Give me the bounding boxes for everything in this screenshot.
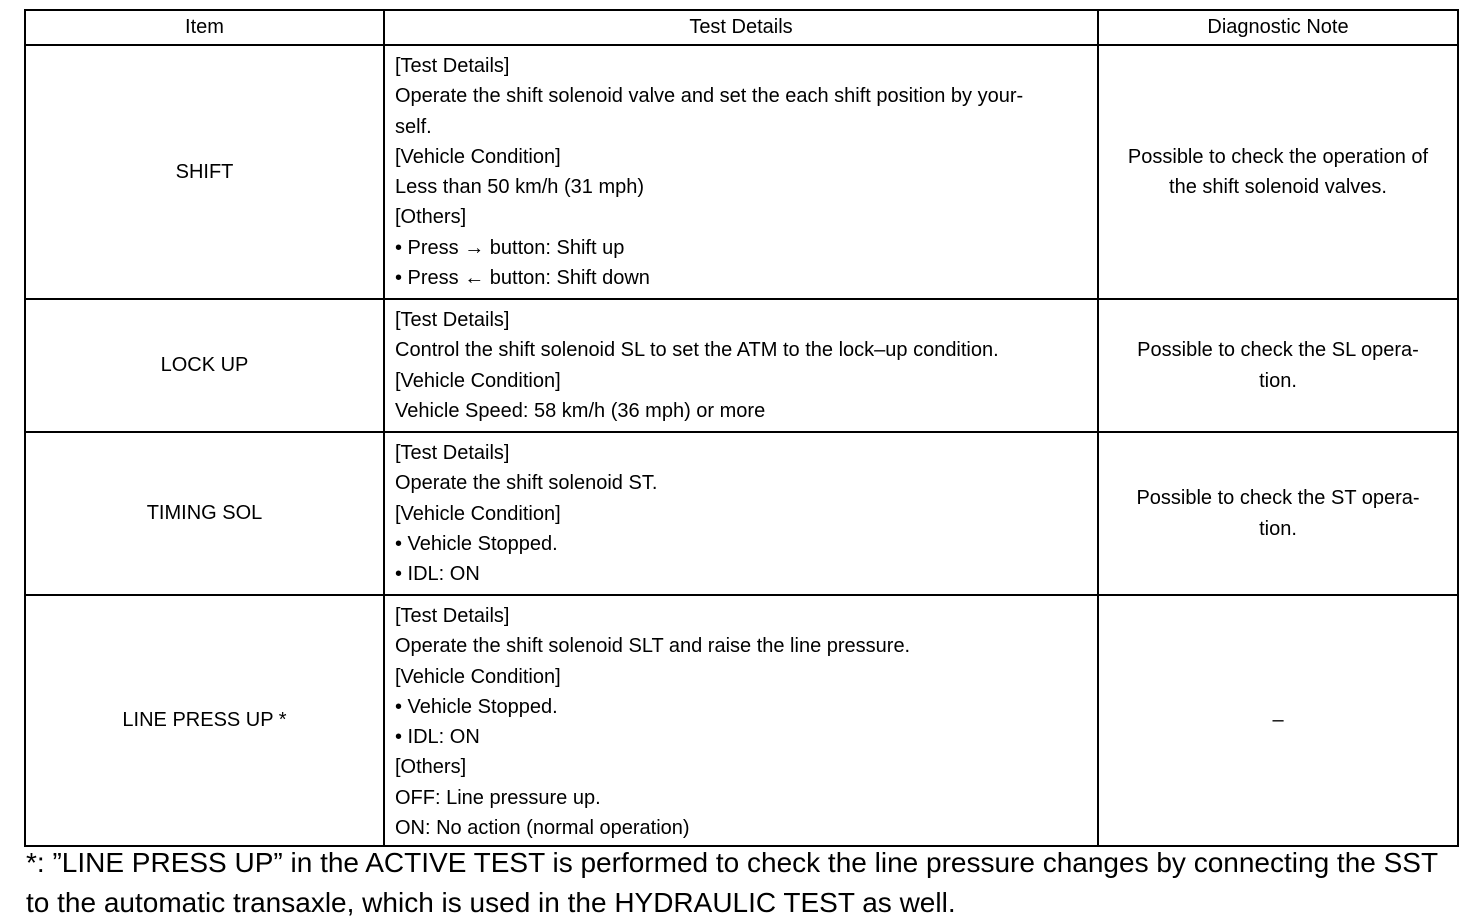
note-line: tion. [1259,369,1297,392]
details-line: • Vehicle Stopped. [395,532,558,555]
details-line: [Test Details] [395,309,510,331]
table-row [25,45,1458,299]
note-line: Possible to check the SL opera- [1137,339,1419,362]
details-line: • IDL: ON [395,563,480,586]
column-header-diagnostic-note: Diagnostic Note [1098,10,1458,45]
note-line: Possible to check the operation of [1127,145,1429,168]
details-line: Operate the shift solenoid ST. [395,472,658,495]
footnote: *: ”LINE PRESS UP” in the ACTIVE TEST is performed to check the line pressure changes by connecting the SST to the automatic transaxle, which is used in the HYDRAULIC TEST as well. [26,847,1438,918]
note-line: the shift solenoid valves. [1169,176,1387,198]
row-test-details [384,595,1098,846]
details-line: OFF: Line pressure up. [395,786,601,809]
table-header-row [25,10,1458,45]
details-line: [Vehicle Condition] [395,502,561,525]
table-row [25,432,1458,595]
row-test-details [384,299,1098,432]
details-line: [Test Details] [395,605,510,627]
row-diagnostic-note [1098,595,1458,846]
note-line: tion. [1259,517,1297,540]
note-line: Possible to check the ST opera- [1136,487,1420,510]
details-line: [Test Details] [395,55,510,77]
row-diagnostic-note [1098,45,1458,299]
row-diagnostic-note [1098,299,1458,432]
row-item-shift: SHIFT [25,45,384,299]
details-line: Operate the shift solenoid valve and set the each shift position by your- [395,85,1024,108]
details-line: [Vehicle Condition] [395,665,561,688]
details-line: Operate the shift solenoid SLT and raise the line pressure. [395,635,911,658]
details-line: • Vehicle Stopped. [395,695,558,718]
row-test-details [384,45,1098,299]
details-line: • IDL: ON [395,726,480,749]
details-line: Vehicle Speed: 58 km/h (36 mph) or more [395,399,766,422]
details-line: Less than 50 km/h (31 mph) [395,176,645,199]
details-line: Control the shift solenoid SL to set the ATM to the lock–up condition. [395,339,999,362]
note-line: – [1272,709,1284,732]
details-line: [Test Details] [395,442,510,464]
details-line: • Press → button: Shift up [395,236,625,259]
details-line: self. [395,115,432,138]
row-diagnostic-note [1098,432,1458,595]
row-item-timing-sol: TIMING SOL [25,432,384,595]
column-header-test-details: Test Details [384,10,1098,45]
table-row [25,595,1458,846]
details-line: • Press ← button: Shift down [395,267,650,290]
details-line: [Others] [395,206,467,229]
details-line: [Vehicle Condition] [395,369,561,392]
row-test-details [384,432,1098,595]
row-item-lock-up: LOCK UP [25,299,384,432]
table-row [25,299,1458,432]
row-item-line-press-up: LINE PRESS UP * [25,595,384,846]
details-line: ON: No action (normal operation) [395,817,690,840]
column-header-item: Item [25,10,384,45]
details-line: [Vehicle Condition] [395,145,561,168]
active-test-table [24,9,1459,847]
details-line: [Others] [395,756,467,779]
